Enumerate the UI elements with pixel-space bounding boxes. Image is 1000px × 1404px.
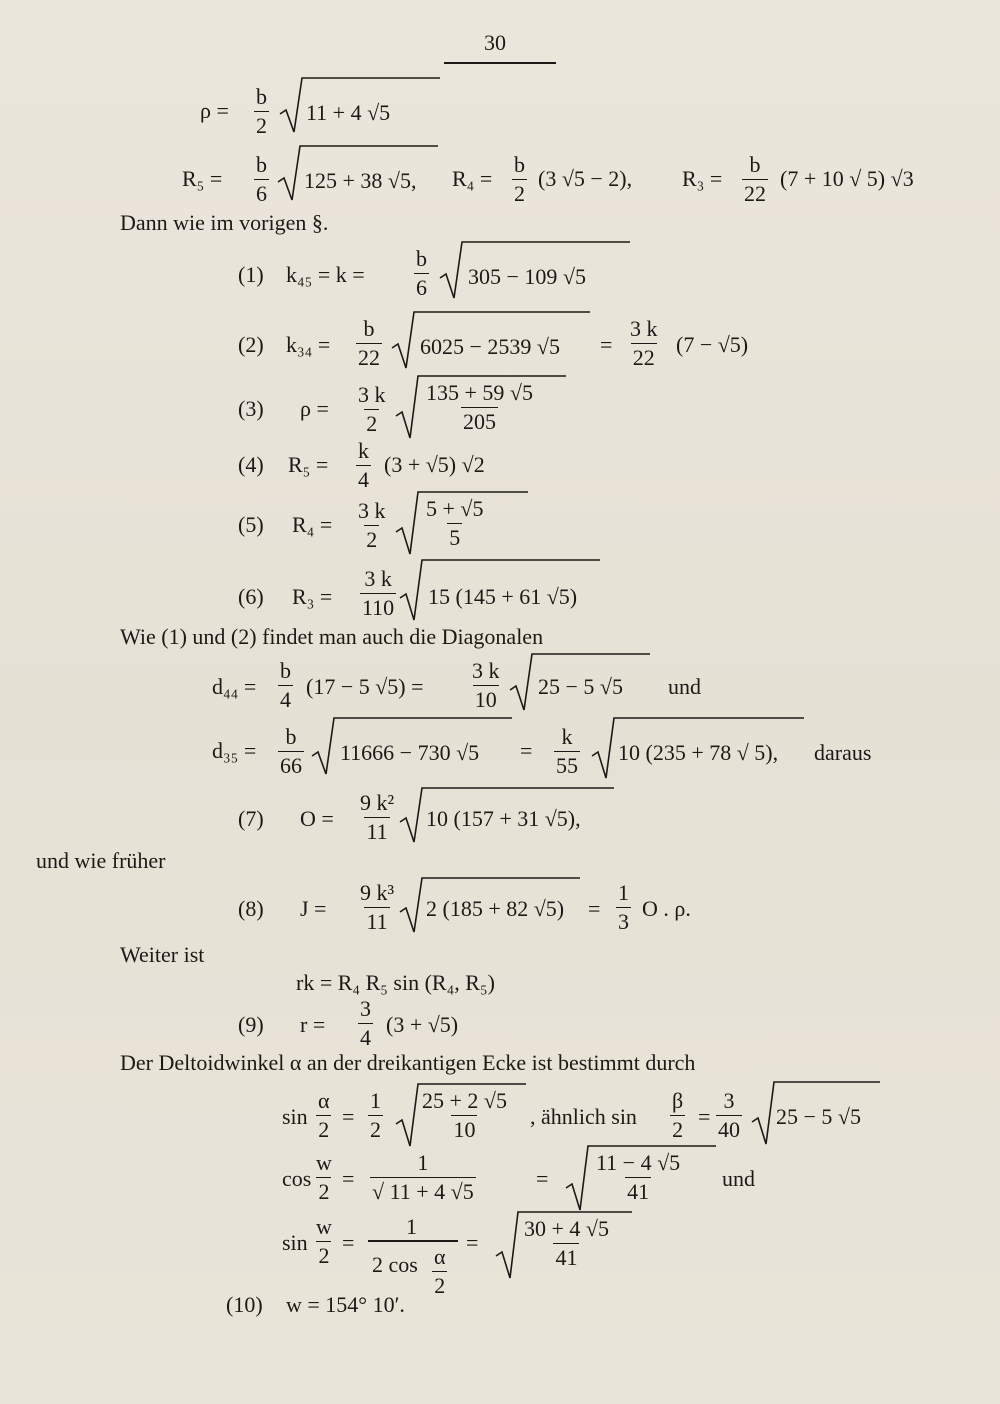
fraction: $\frac{b}{2}$ (256, 84, 267, 138)
fraction: $\frac{b}{2}$ (514, 152, 525, 206)
page-number-rule (444, 62, 556, 64)
fraction: $\frac{\text{9 k²}}{11}$ (360, 790, 395, 844)
fraction: $\frac{3 k}{110}$ (362, 566, 395, 620)
book-page: 30 ρ = $\frac{b}{2}$ 11 + 4 √5 R₅ = $\frac{b}{6}$ 125 + 38 √5, R₄ = $\frac{b}{2}$ (3 √5 − 2), R₃ = $\frac{b}{22}$ (7 + 10 √ 5) √3 Dann wie im vorigen §. (1) k₄₅ = k = $\frac{b}{6}$ 305 − 109 √5 (2) k₃₄ = $\frac{b}{22}$ 6025 − 2539 √5 = $\frac{3 k}{22}$ (7 − √5) (3) ρ = $\frac{3 k}{2}$ $\frac{135 + 59 √5}{205}$ (4) R₅ = $\frac{k}{4}$ (3 + √5) √2 (5) R₄ = $\frac{3 k}{2}$ $\frac{5 + √5}{5}$ (6) R₃ = $\frac{3 k}{110}$ 15 (145 + 61 √5) Wie (1) und (2) findet man auch die Diagonalen d₄₄ = $\frac{b}{4}$ (17 − 5 √5) = $\frac{3 k}{10}$ 25 − 5 √5 und d₃₅ = $\frac{b}{66}$ 11666 − 730 √5 = $\frac{k}{55}$ 10 (235 + 78 √ 5), daraus (7) O = $\frac{\text{9 k²}}{11}$ 10 (157 + 31 √5), und wie früher (8) J = $\frac{\text{9 k³}}{11}$ 2 (185 + 82 √5) = $\frac{1}{3}$ O . ρ. Weiter ist rk = R₄ R₅ sin (R₄, R₅) (9) r = $\frac{3}{4}$ (3 + √5) Der Deltoidwinkel α an der dreikantigen Ecke ist bestimmt durch sin $\frac{\alpha}{2}$ = $\frac{1}{2}$ $\frac{25 + 2 √5}{10}$ , ähnlich sin $\frac{\beta}{2}$ = $\frac{3}{40}$ 25 − 5 √5 cos $\frac{w}{2}$ = $\frac{1}{√ 11 + 4 √5}$ = $\frac{11 - 4 √5}{41}$ und sin $\frac{w}{2}$ = 1 2 cos $\frac{\alpha}{2}$ = $\frac{30 + 4 √5}{41}$ (10) w = 154° 10′. (0, 0, 1000, 1404)
fraction: $\frac{b}{4}$ (280, 658, 291, 712)
fraction: $\frac{w}{2}$ (316, 1214, 332, 1268)
fraction: $\frac{\alpha}{2}$ (318, 1088, 330, 1142)
fraction: $\frac{3}{40}$ (718, 1088, 740, 1142)
fraction: $\frac{1}{3}$ (618, 880, 629, 934)
fraction: $\frac{\text{9 k³}}{11}$ (360, 880, 395, 934)
page-number: 30 (484, 30, 506, 55)
fraction: $\frac{3 k}{2}$ (358, 382, 386, 436)
fraction: $\frac{3 k}{22}$ (630, 316, 658, 370)
fraction: $\frac{b}{22}$ (358, 316, 380, 370)
fraction: $\frac{k}{4}$ (358, 438, 369, 492)
fraction: $\frac{b}{6}$ (416, 246, 427, 300)
fraction: $\frac{3 k}{2}$ (358, 498, 386, 552)
fraction: $\frac{w}{2}$ (316, 1150, 332, 1204)
deltoid-text: Der Deltoidwinkel α an der dreikantigen Ecke ist bestimmt durch (120, 1050, 696, 1075)
fraction: $\frac{1}{2}$ (370, 1088, 381, 1142)
fraction: $\frac{k}{55}$ (556, 724, 578, 778)
fraction: $\frac{b}{6}$ (256, 152, 267, 206)
fraction: $\frac{b}{66}$ (280, 724, 302, 778)
diagonals-text: Wie (1) und (2) findet man auch die Diagonalen (120, 624, 544, 649)
fraction: $\frac{1}{√ 11 + 4 √5}$ (372, 1150, 474, 1204)
intro-text: Dann wie im vorigen §. (120, 210, 329, 235)
fraction: $\frac{3 k}{10}$ (472, 658, 500, 712)
fraction: $\frac{b}{22}$ (744, 152, 766, 206)
equation-rk: rk = R₄ R₅ sin (R₄, R₅) (296, 970, 495, 995)
weiter-text: Weiter ist (120, 942, 205, 967)
fraction: $\frac{3}{4}$ (360, 996, 371, 1050)
fraction: $\frac{\beta}{2}$ (672, 1088, 684, 1142)
frueher-text: und wie früher (36, 848, 166, 873)
